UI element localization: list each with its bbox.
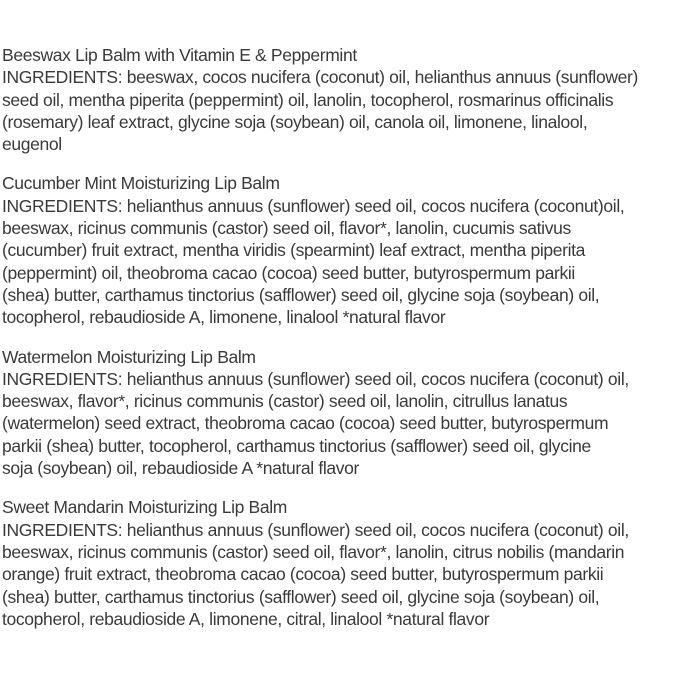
ingredients-line: orange) fruit extract, theobroma cacao (cocoa) seed butter, butyrospermum parkii [2,564,604,585]
ingredients-line: (peppermint) oil, theobroma cacao (cocoa) seed butter, butyrospermum parkii [2,262,575,283]
product-title: Cucumber Mint Moisturizing Lip Balm [2,173,280,194]
product-block-sweet-mandarin [2,496,679,630]
ingredients-line: seed oil, mentha piperita (peppermint) oil, lanolin, tocopherol, rosmarinus officinalis [2,89,614,110]
ingredients-line: tocopherol, rebaudioside A, limonene, citral, linalool *natural flavor [2,608,490,629]
ingredients-line: (shea) butter, carthamus tinctorius (safflower) seed oil, glycine soja (soybean) oil, [2,586,600,607]
ingredients-line: (shea) butter, carthamus tinctorius (safflower) seed oil, glycine soja (soybean) oil, [2,284,600,305]
ingredients-line: parkii (shea) butter, tocopherol, carthamus tinctorius (safflower) seed oil, glycine [2,435,591,456]
ingredients-line: beeswax, flavor*, ricinus communis (castor) seed oil, lanolin, citrullus lanatus [2,391,568,412]
ingredients-line: (cucumber) fruit extract, mentha viridis (spearmint) leaf extract, mentha piperita [2,240,586,261]
product-title: Watermelon Moisturizing Lip Balm [2,346,256,367]
ingredients-line: (rosemary) leaf extract, glycine soja (soybean) oil, canola oil, limonene, linalool, [2,111,588,132]
ingredients-line: beeswax, ricinus communis (castor) seed oil, flavor*, lanolin, cucumis sativus [2,218,571,239]
ingredients-line: INGREDIENTS: helianthus annuus (sunflower) seed oil, cocos nucifera (coconut) oil, [2,368,629,389]
product-title: Sweet Mandarin Moisturizing Lip Balm [2,497,288,518]
ingredients-line: INGREDIENTS: helianthus annuus (sunflower) seed oil, cocos nucifera (coconut)oil, [2,195,625,216]
product-title: Beeswax Lip Balm with Vitamin E & Peppermint [2,45,357,65]
ingredients-line: INGREDIENTS: helianthus annuus (sunflower) seed oil, cocos nucifera (coconut) oil, [2,519,629,540]
ingredients-line: eugenol [2,134,62,155]
ingredients-line: beeswax, ricinus communis (castor) seed oil, flavor*, lanolin, citrus nobilis (mandarin [2,541,625,562]
product-block-watermelon [2,346,679,480]
ingredients-line: (watermelon) seed extract, theobroma cacao (cocoa) seed butter, butyrospermum [2,413,609,434]
product-block-cucumber-mint [2,172,679,328]
product-block-beeswax-peppermint [2,44,679,155]
ingredients-line: INGREDIENTS: beeswax, cocos nucifera (coconut) oil, helianthus annuus (sunflower) [2,67,638,88]
ingredients-line: soja (soybean) oil, rebaudioside A *natural flavor [2,458,360,479]
ingredients-line: tocopherol, rebaudioside A, limonene, linalool *natural flavor [2,307,446,328]
